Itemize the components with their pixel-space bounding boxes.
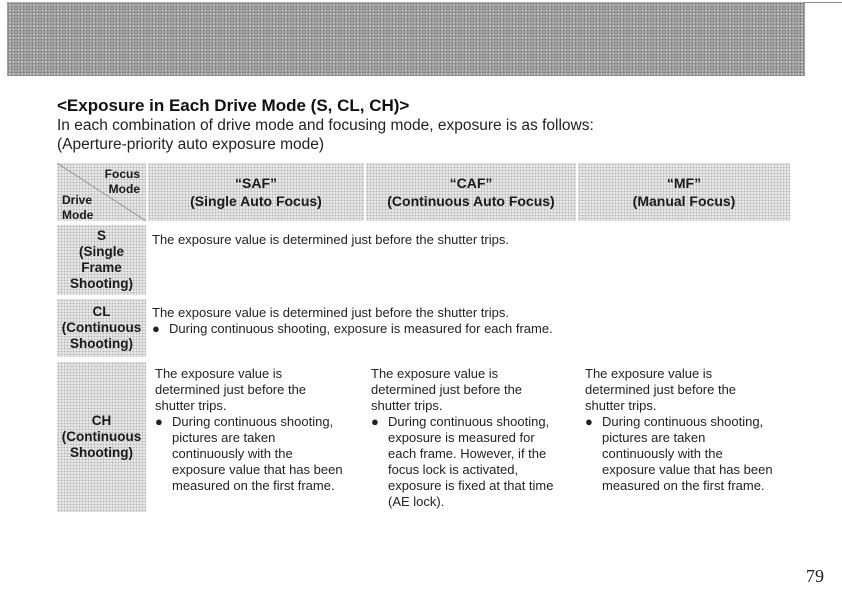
intro-note: (Aperture-priority auto exposure mode) [57,136,325,153]
header-rule [805,2,842,3]
row-header-cl: CL (Continuous Shooting) [57,299,146,357]
column-header-saf: “SAF” (Single Auto Focus) [148,163,364,221]
focus-mode-label: Focus Mode [104,167,140,196]
ch-mf-bullet: ● During continuous shooting, pictures are taken continuously with the exposure value that has been measured on the first frame. [585,414,773,493]
ch-saf-cell: The exposure value is determined just before the shutter trips. ● During continuous shooting, pictures are taken continuously with the exposure value that has been measured on the first frame. [155,366,363,494]
ch-mf-cell: The exposure value is determined just before the shutter trips. ● During continuous shooting, pictures are taken continuously with the exposure value that has been measured on the first frame. [585,366,800,494]
page-number: 79 [806,566,824,586]
bullet-dot: ● [371,414,379,429]
s-row-text: The exposure value is determined just before the shutter trips. [152,232,509,247]
bullet-dot: ● [155,414,163,429]
row-header-ch: CH (Continuous Shooting) [57,362,146,512]
table-corner-cell [57,163,146,221]
cl-row-bullet: ● During continuous shooting, exposure is measured for each frame. [152,321,553,336]
column-header-caf: “CAF” (Continuous Auto Focus) [366,163,576,221]
bullet-dot: ● [585,414,593,429]
column-header-mf: “MF” (Manual Focus) [578,163,790,221]
ch-caf-bullet: ● During continuous shooting, exposure is measured for each frame. However, if the focus lock is activated, exposure is fixed at that time (AE lock). [371,414,554,509]
intro-text: In each combination of drive mode and focusing mode, exposure is as follows: [57,117,594,134]
row-header-s: S (Single Frame Shooting) [57,225,146,295]
ch-caf-cell: The exposure value is determined just before the shutter trips. ● During continuous shooting, exposure is measured for each frame. However, if the focus lock is activated, exposure is fixed at that time (AE lock). [371,366,576,510]
header-banner [7,2,805,76]
cl-row-text: The exposure value is determined just before the shutter trips. [152,305,509,320]
drive-mode-label: Drive Mode [62,193,94,221]
bullet-dot: ● [152,321,160,336]
ch-saf-bullet: ● During continuous shooting, pictures are taken continuously with the exposure value that has been measured on the first frame. [155,414,343,493]
section-heading: <Exposure in Each Drive Mode (S, CL, CH)> [57,96,410,115]
